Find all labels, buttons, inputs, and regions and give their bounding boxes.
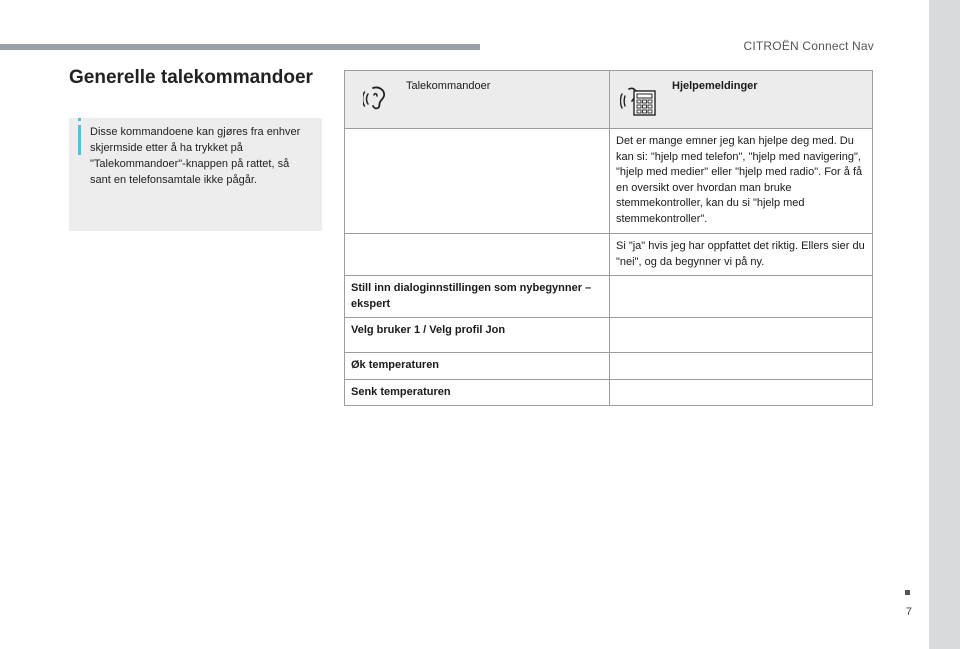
page-number: 7 <box>905 606 912 618</box>
help-cell <box>610 353 873 380</box>
voice-command-icon <box>363 85 387 117</box>
help-cell: Det er mange emner jeg kan hjelpe deg med. Du kan si: "hjelp med telefon", "hjelp med navigering", "hjelp med medier" eller "hjelp med radio". For å få en oversikt over hvordan man bruke stemmekontroller, kan du si "hjelp med stemmekontroller". <box>610 129 873 234</box>
help-cell: Si "ja" hvis jeg har oppfattet det riktig. Ellers sier du "nei", og da begynner vi på ny. <box>610 234 873 276</box>
command-cell: Senk temperaturen <box>345 379 610 406</box>
command-cell: Still inn dialoginnstillingen som nybegynner – ekspert <box>345 276 610 318</box>
command-cell <box>345 129 610 234</box>
header-help-label: Hjelpemeldinger <box>672 80 758 92</box>
voice-command-table <box>344 70 873 406</box>
table-header-row <box>345 71 873 129</box>
help-cell <box>610 379 873 406</box>
command-cell <box>345 234 610 276</box>
help-cell <box>610 318 873 353</box>
table-row <box>345 318 873 353</box>
header-commands-label: Talekommandoer <box>406 80 491 92</box>
command-cell: Velg bruker 1 / Velg profil Jon <box>345 318 610 353</box>
header-commands-cell <box>345 71 610 129</box>
table-row <box>345 353 873 380</box>
info-note <box>69 118 322 231</box>
info-icon <box>78 125 81 155</box>
header-rule <box>0 44 480 50</box>
command-cell: Øk temperaturen <box>345 353 610 380</box>
page-marker <box>905 590 910 595</box>
help-cell <box>610 276 873 318</box>
brand-label: CITROËN Connect Nav <box>743 39 874 53</box>
table-row <box>345 379 873 406</box>
info-note-text: Disse kommandoene kan gjøres fra enhver skjermside etter å ha trykket på "Talekommandoer"-knappen på rattet, så sant en telefonsamtale ikke pågår. <box>90 126 301 186</box>
table-row <box>345 234 873 276</box>
section-title: Generelle talekommandoer <box>69 67 313 88</box>
table-row <box>345 129 873 234</box>
header-help-cell <box>610 71 873 129</box>
page-edge-strip <box>929 0 960 649</box>
table-row <box>345 276 873 318</box>
voice-help-icon <box>620 85 658 125</box>
